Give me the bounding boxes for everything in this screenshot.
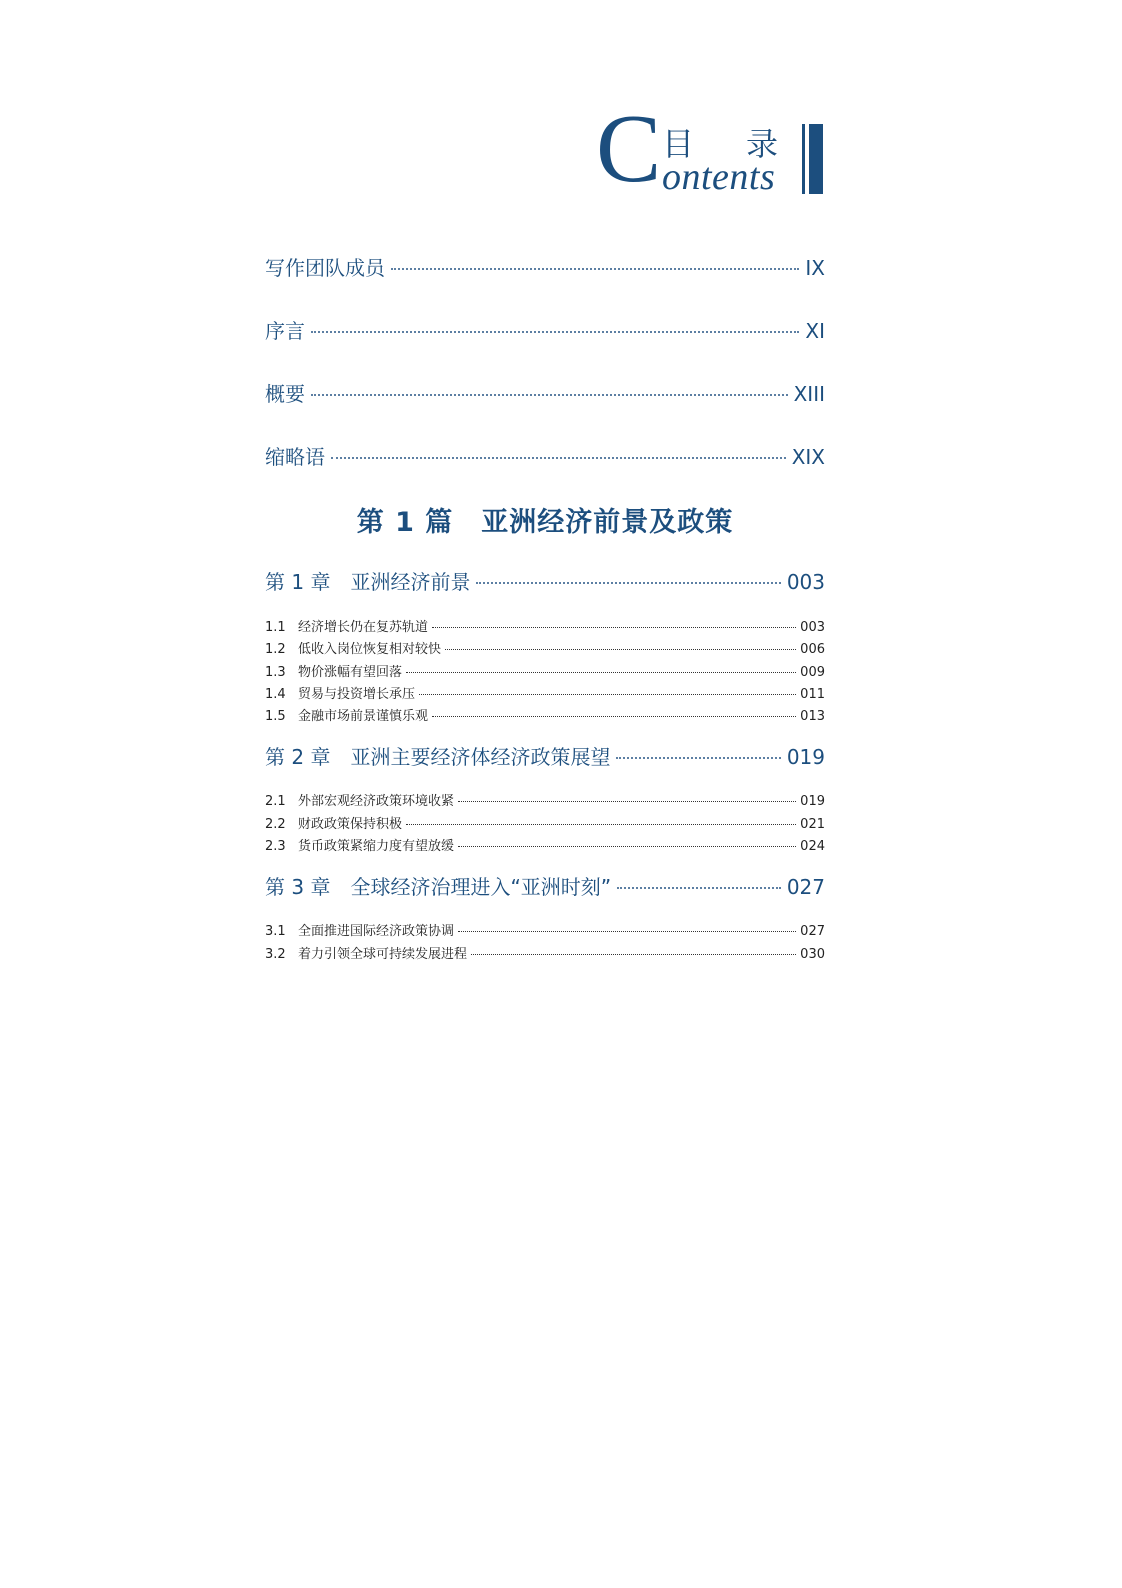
dot-leader: [445, 649, 796, 650]
toc-entry-title: 序言: [265, 319, 305, 343]
chapter-title: 第 2 章 亚洲主要经济体经济政策展望: [265, 745, 611, 769]
dot-leader: [471, 954, 796, 955]
toc-entry-title: 概要: [265, 382, 305, 406]
chapter-page: 019: [786, 745, 825, 769]
toc-section-entry[interactable]: [265, 683, 825, 702]
section-page: 009: [800, 665, 825, 680]
toc-entry-page: IX: [805, 256, 825, 280]
section-number: 1.2: [265, 642, 286, 657]
toc-section-entry[interactable]: [265, 705, 825, 724]
dot-leader: [476, 582, 780, 584]
toc-entry-page: XI: [805, 319, 825, 343]
dot-leader: [311, 394, 788, 396]
section-number: 3.1: [265, 924, 286, 939]
toc-entry-page: XIII: [793, 382, 825, 406]
toc-section-entry[interactable]: [265, 813, 825, 832]
section-number: 2.3: [265, 839, 286, 854]
dot-leader: [419, 694, 796, 695]
toc-section-entry[interactable]: [265, 638, 825, 657]
toc-front-entry[interactable]: [265, 378, 825, 407]
section-title: 金融市场前景谨慎乐观: [298, 709, 429, 724]
toc-section-entry[interactable]: [265, 835, 825, 854]
section-title: 着力引领全球可持续发展进程: [298, 947, 468, 962]
dot-leader: [432, 627, 796, 628]
dot-leader: [458, 931, 796, 932]
toc-entry-title: 缩略语: [265, 445, 325, 469]
dot-leader: [406, 672, 796, 673]
toc-chapter-entry[interactable]: [265, 871, 825, 900]
logo-bar-thick: [809, 124, 823, 194]
section-title: 物价涨幅有望回落: [298, 665, 403, 680]
section-page: 030: [800, 947, 825, 962]
toc-front-entry[interactable]: [265, 315, 825, 344]
section-number: 1.5: [265, 709, 286, 724]
section-title: 贸易与投资增长承压: [298, 687, 416, 702]
section-title: 全面推进国际经济政策协调: [298, 924, 455, 939]
section-number: 1.3: [265, 665, 286, 680]
toc-section-entry[interactable]: [265, 616, 825, 635]
chapter-page: 027: [786, 875, 825, 899]
section-title: 经济增长仍在复苏轨道: [298, 620, 429, 635]
dot-leader: [432, 716, 796, 717]
section-page: 006: [800, 642, 825, 657]
section-page: 027: [800, 924, 825, 939]
dot-leader: [458, 801, 796, 802]
dot-leader: [617, 887, 781, 889]
toc-entry-page: XIX: [791, 445, 825, 469]
section-page: 003: [800, 620, 825, 635]
chapter-page: 003: [786, 570, 825, 594]
section-page: 013: [800, 709, 825, 724]
section-number: 2.1: [265, 794, 286, 809]
section-title: 低收入岗位恢复相对较快: [298, 642, 442, 657]
dot-leader: [406, 824, 796, 825]
section-title: 货币政策紧缩力度有望放缓: [298, 839, 455, 854]
section-number: 3.2: [265, 947, 286, 962]
section-page: 021: [800, 817, 825, 832]
chapter-title: 第 3 章 全球经济治理进入“亚洲时刻”: [265, 875, 612, 899]
section-number: 2.2: [265, 817, 286, 832]
toc-section-entry[interactable]: [265, 661, 825, 680]
logo-subtitle: ontents: [662, 156, 776, 198]
toc-front-entry[interactable]: [265, 252, 825, 281]
title-char-mu: 目: [662, 125, 695, 163]
toc-chapter-entry[interactable]: [265, 741, 825, 770]
section-number: 1.1: [265, 620, 286, 635]
toc-front-entry[interactable]: [265, 441, 825, 470]
section-number: 1.4: [265, 687, 286, 702]
section-title: 外部宏观经济政策环境收紧: [298, 794, 455, 809]
dot-leader: [458, 846, 796, 847]
section-title: 财政政策保持积极: [298, 817, 403, 832]
dot-leader: [391, 268, 799, 270]
dot-leader: [331, 457, 786, 459]
dot-leader: [616, 757, 780, 759]
dot-leader: [311, 331, 799, 333]
toc-entry-title: 写作团队成员: [265, 256, 385, 280]
section-page: 019: [800, 794, 825, 809]
section-page: 024: [800, 839, 825, 854]
part-title: 第 1 篇 亚洲经济前景及政策: [356, 507, 734, 538]
chapter-title: 第 1 章 亚洲经济前景: [265, 570, 471, 594]
toc-section-entry[interactable]: [265, 920, 825, 939]
logo-bar-thin: [802, 124, 805, 194]
toc-section-entry[interactable]: [265, 790, 825, 809]
section-page: 011: [800, 687, 825, 702]
contents-logo: [596, 95, 828, 203]
toc-section-entry[interactable]: [265, 943, 825, 962]
logo-letter-c: C: [596, 95, 662, 203]
title-char-lu: 录: [746, 125, 779, 163]
toc-chapter-entry[interactable]: [265, 566, 825, 595]
